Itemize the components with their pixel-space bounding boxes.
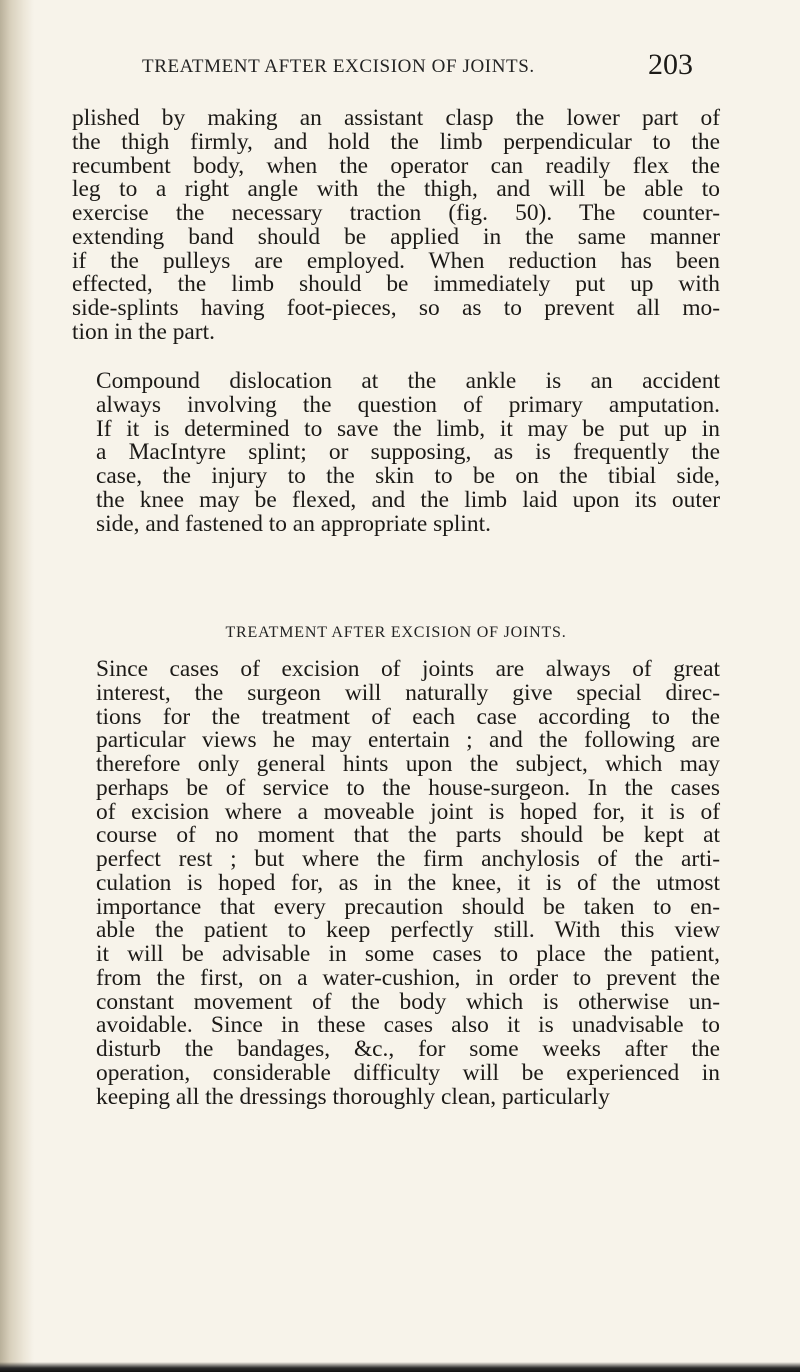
text-line: leg to a right angle with the thigh, and will be able to [72,176,720,203]
text-line: always involving the question of primary amputation. [96,391,720,418]
text-line: culation is hoped for, as in the knee, it is of the utmost [96,869,720,896]
text-line: a MacIntyre splint; or supposing, as is frequently the [96,439,720,466]
text-line: side, and fastened to an appropriate splint. [96,510,491,537]
text-line: it will be advisable in some cases to place the patient, [96,941,720,967]
paragraph [72,370,720,536]
text-line: tion in the part. [72,318,215,345]
text-line: If it is determined to save the limb, it may be put up in [96,415,720,442]
text-line: of excision where a moveable joint is hoped for, it is of [96,798,720,825]
text-line: therefore only general hints upon the subject, which may [96,751,720,777]
binding-gutter [0,0,34,1372]
text-line: plished by making an assistant clasp the lower part of [72,105,720,131]
text-line: case, the injury to the skin to be on the tibial side, [96,463,720,489]
text-line: effected, the limb should be immediately put up with [72,271,720,298]
text-line: exercise the necessary traction (fig. 50). The counter- [72,200,720,226]
text-line: tions for the treatment of each case according to the [96,703,720,730]
text-line: from the first, on a water-cushion, in order to prevent the [96,964,720,991]
text-line: disturb the bandages, &c., for some weeks after the [96,1036,720,1062]
page-number: 203 [648,48,693,81]
paragraph [72,107,720,345]
text-line: the thigh firmly, and hold the limb perpendicular to the [72,128,720,155]
text-line: Compound dislocation at the ankle is an accident [96,368,720,394]
text-line: interest, the surgeon will naturally give special direc- [96,679,720,706]
page-bottom-edge [0,1362,800,1372]
text-line: if the pulleys are employed. When reduction has been [72,247,720,274]
text-line: particular views he may entertain ; and the following are [96,727,720,754]
text-line: keeping all the dressings thoroughly clean, particularly [96,1083,610,1110]
text-line: avoidable. Since in these cases also it is unadvisable to [96,1012,720,1039]
text-line: perfect rest ; but where the firm anchylosis of the arti- [96,846,720,872]
text-line: constant movement of the body which is otherwise un- [96,988,720,1015]
text-line: Since cases of excision of joints are always of great [96,656,720,682]
text-line: operation, considerable difficulty will be experienced in [96,1059,720,1086]
section-heading: TREATMENT AFTER EXCISION OF JOINTS. [225,624,567,641]
text-line: extending band should be applied in the same manner [72,223,720,250]
section-paragraph [72,658,720,1109]
text-line: importance that every precaution should be taken to en- [96,893,720,920]
text-line: perhaps be of service to the house-surgeon. In the cases [96,774,720,801]
text-line: course of no moment that the parts should be kept at [96,822,720,849]
text-line: able the patient to keep perfectly still. With this view [96,917,720,944]
text-line: side-splints having foot-pieces, so as to prevent all mo- [72,295,720,321]
text-line: recumbent body, when the operator can readily flex the [72,152,720,179]
running-head: TREATMENT AFTER EXCISION OF JOINTS. [142,56,535,77]
text-line: the knee may be flexed, and the limb laid upon its outer [96,486,720,513]
